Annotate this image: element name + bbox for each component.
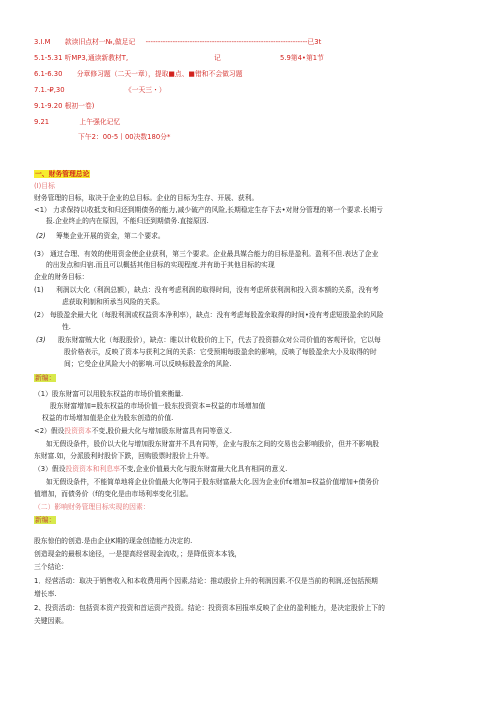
point-number: <1）	[34, 206, 51, 214]
schedule-row	[34, 70, 243, 79]
new-line: （1）股东财富可以用股东权益的市场价值来衡量.	[34, 390, 184, 398]
new-line: 2、投资活动：包括资本资产投资和首运资产投资。结论：投资资本回报率反映了企业的盈利能力，是决定股价上下的	[34, 604, 385, 612]
goal-item	[36, 336, 381, 345]
new-line: 值增加，而债务价（f的变化是由市场利率变化引起。	[34, 490, 193, 498]
new-line: 1．经营活动：取决于销售收入和本收费用两个因素,结论：推动股价上升的利润因素.不仅是当前的利润,还包括预期	[34, 577, 378, 585]
new-line-part: （3）假设	[34, 465, 66, 473]
goal-item	[34, 311, 384, 320]
schedule-row	[34, 86, 166, 95]
point-text: 通过合理、有效的使用资金使企业获利，第三个要求。企业最具媒合能力的目标是盈利。盈利不但.表达了企业	[49, 250, 379, 258]
schedule-text: 分章修习题（二天一章），提取■点、■错和不会做习题	[76, 70, 243, 78]
subheading-factors: （二）影响财务管理目标实现的因素：	[34, 503, 150, 511]
goal-number: (1)	[34, 286, 44, 294]
new-line-part: 不变,股价最大化与增加股东财富具有同等意义.	[91, 427, 232, 435]
new-line: 关键因素。	[34, 617, 68, 625]
schedule-row	[34, 54, 128, 63]
point-number: (2)	[36, 232, 46, 240]
new-line-highlight: 投资资本	[64, 427, 92, 435]
schedule-row	[34, 102, 94, 111]
schedule-text: 根初一卷)	[64, 102, 95, 110]
section-title: 一、财务管理总论	[35, 170, 90, 178]
new-line-part: <2）假设	[34, 427, 65, 435]
schedule-note: ------------------------------------------------------------------已3t	[145, 38, 322, 46]
goal-text-cont: 股价格表示，反映了资本与获利之间的关系：它受预期每股盈余的影响，反映了每股盈余大小及取得的时	[64, 348, 377, 356]
goal-number: (2）	[34, 311, 48, 319]
goal-number: (3)	[36, 336, 46, 344]
new-line: 如无假设条件，不能简单地将企业价值最大化等同于股东财富最大化.因为企业价f¢增加=权益价值增加+债务价	[46, 478, 379, 486]
new-line: 增长率.	[34, 590, 57, 598]
point-item	[36, 232, 165, 241]
schedule-text: 听MP3,通读新教材T,	[64, 54, 129, 62]
goal-text-cont: 性.	[62, 323, 71, 331]
point-item	[34, 250, 378, 259]
schedule-text: 下午2：00-5丨00决数180分*	[78, 133, 171, 141]
new-line: 创造现金的最根本途径，一是提高经营现金流收，；是降低资本本钱，	[34, 550, 242, 558]
schedule-row	[78, 133, 170, 142]
point-text: 筹集企业开展的资金，第二个要求。	[55, 232, 165, 240]
section-heading	[34, 170, 90, 179]
point-text-cont: 的出发点和归宿.而且可以概括其他目标的实现程度.并有助于其他目标的实现	[46, 261, 275, 269]
new-line-highlight: 投资资本和利息率	[65, 465, 120, 473]
goals-heading: 企业的财务目标：	[34, 273, 89, 281]
schedule-date: 9.1-9.20	[34, 102, 63, 110]
schedule-row	[34, 118, 120, 127]
schedule-mid-note: 记	[214, 54, 221, 62]
point-number: (3）	[34, 250, 48, 258]
schedule-date: 7.1.-₽,30	[34, 86, 65, 94]
label-new-text: 新编：	[35, 516, 56, 524]
new-line: 东财富.如，分派股利时股价下跌，回购股票时股价上升等。	[34, 452, 213, 460]
subheading-goal: (I)目标	[34, 182, 55, 190]
schedule-date: 5.1-5.31	[34, 54, 63, 62]
goal-item	[34, 286, 379, 295]
point-item	[34, 206, 383, 215]
new-line: 三个结论：	[34, 563, 68, 571]
point-text-cont: 报.企业终止的内在原因，不能归还到期债务.直接原因.	[46, 217, 209, 225]
new-line: 如无假设条件，股价以大化与增加股东财富并不具有同等，企业与股东之间的交易也会影响股价，但并不影响股	[46, 440, 380, 448]
label-new	[34, 516, 56, 525]
goal-text: 每股盈余最大化（每股利润或权益资本净利率），缺点：没有考虑每股盈余取得的时间•没有考虑短股盈余的风险	[49, 311, 384, 319]
schedule-row	[34, 38, 321, 47]
goal-text: 利润以大化（利润总额），缺点：没有考虑利润的取得时间，没有考虑所获利润和投入资本额的关系，没有考	[55, 286, 379, 294]
intro-paragraph: 财务管理的目标，取决于企业的总目标。企业的目标为生存、开展、获利。	[34, 194, 259, 202]
new-line: 权益的市场增加值是企业为股东创造的价值.	[42, 414, 174, 422]
new-line: 股东惊伯的创造.是由企业K期的现金创造能力决定的.	[34, 537, 193, 545]
label-new-text: 新编：	[35, 374, 56, 382]
new-line	[34, 465, 287, 474]
new-line-part: 不变,企业价值最大化与股东财富最大化具有相同的意义.	[119, 465, 288, 473]
goal-text-cont: 间；它受企业风险大小的影响.可以反映标股盈余的风险.	[64, 360, 232, 368]
label-new	[34, 374, 56, 383]
schedule-text: 款读旧点材一№,做足记	[64, 38, 136, 46]
schedule-date: 6.1-6.30	[34, 70, 63, 78]
goal-text-cont: 虑获取利制和所承当风险的关系。	[62, 298, 164, 306]
point-text: 力求保持以收抵支和归还到期债务的能力,减少破产的风险,长期稳定生存下去•对财分管理的第一个要求.长期亏	[53, 206, 383, 214]
goal-text: 股东财富贼大化（每股股价），缺点：睢以计收股价的上下，代去了投资群众对公司价值的客观评价，它以每	[57, 336, 381, 344]
schedule-text: 上午强化记忆	[79, 118, 121, 126]
schedule-text: 《一天三・）	[124, 86, 166, 94]
schedule-date: 3.I.M	[34, 38, 51, 46]
new-line: 股东财富增加=股东权益的市场价值一股东投资资本=权益的市场增加值	[50, 402, 266, 410]
schedule-date: 9.21	[34, 118, 50, 126]
schedule-right-note: 5.9第4•第1节	[280, 54, 324, 62]
new-line	[34, 427, 232, 436]
